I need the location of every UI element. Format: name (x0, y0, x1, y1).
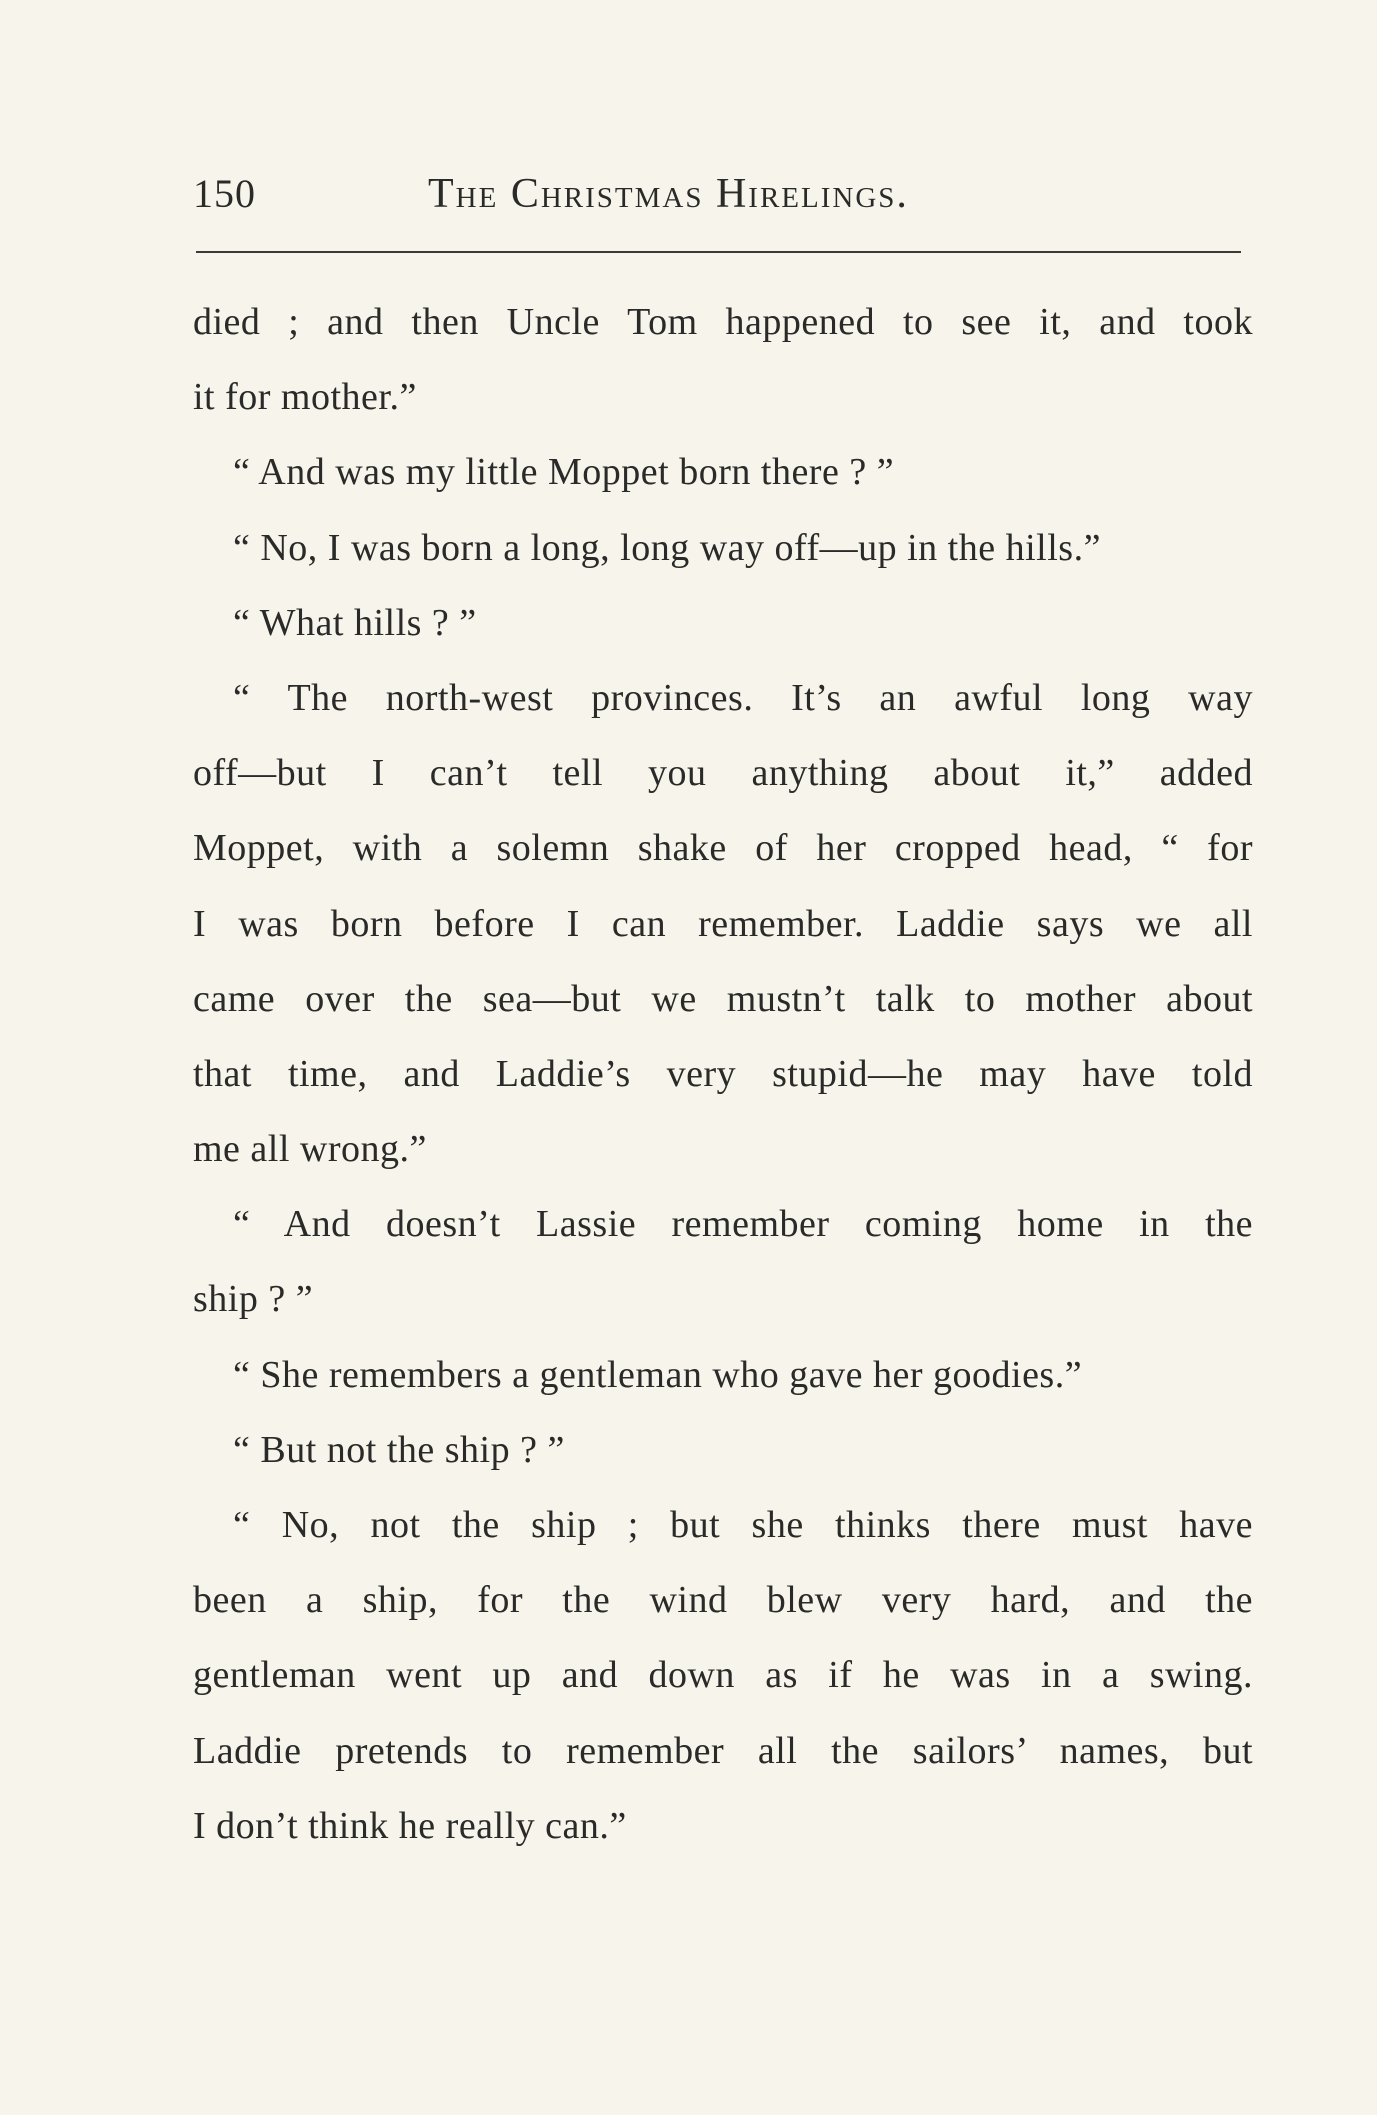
text-line: that time, and Laddie’s very stupid—he may have told (193, 1052, 1253, 1095)
text-line: “ And was my little Moppet born there ? ” (233, 451, 895, 494)
text-line: “ The north-west provinces. It’s an awful long way (233, 676, 1253, 719)
page-header (193, 170, 1243, 230)
text-line: “ But not the ship ? ” (233, 1428, 565, 1471)
page-number: 150 (193, 171, 256, 216)
text-line: came over the sea—but we mustn’t talk to mother about (193, 977, 1253, 1020)
text-line: “ And doesn’t Lassie remember coming home in the (233, 1203, 1253, 1246)
text-line: been a ship, for the wind blew very hard, and the (193, 1579, 1253, 1622)
body-text (193, 292, 1253, 1871)
text-line: Moppet, with a solemn shake of her cropped head, “ for (193, 827, 1253, 870)
running-head: The Christmas Hirelings. (428, 171, 909, 217)
text-line: me all wrong.” (193, 1128, 427, 1171)
text-line: ship ? ” (193, 1278, 314, 1321)
text-line: I don’t think he really can.” (193, 1804, 627, 1847)
text-line: “ She remembers a gentleman who gave her goodies.” (233, 1353, 1083, 1396)
text-line: gentleman went up and down as if he was in a swing. (193, 1654, 1253, 1697)
text-line: “ What hills ? ” (233, 601, 477, 644)
text-line: “ No, not the ship ; but she thinks there must have (233, 1504, 1253, 1546)
text-line: Laddie pretends to remember all the sailors’ names, but (193, 1729, 1253, 1772)
text-line: died ; and then Uncle Tom happened to see it, and took (193, 301, 1253, 343)
text-line: off—but I can’t tell you anything about it,” added (193, 752, 1253, 795)
text-line: “ No, I was born a long, long way off—up in the hills.” (233, 526, 1101, 569)
header-rule (196, 251, 1241, 253)
text-line: I was born before I can remember. Laddie says we all (193, 902, 1253, 945)
text-line: it for mother.” (193, 376, 417, 419)
